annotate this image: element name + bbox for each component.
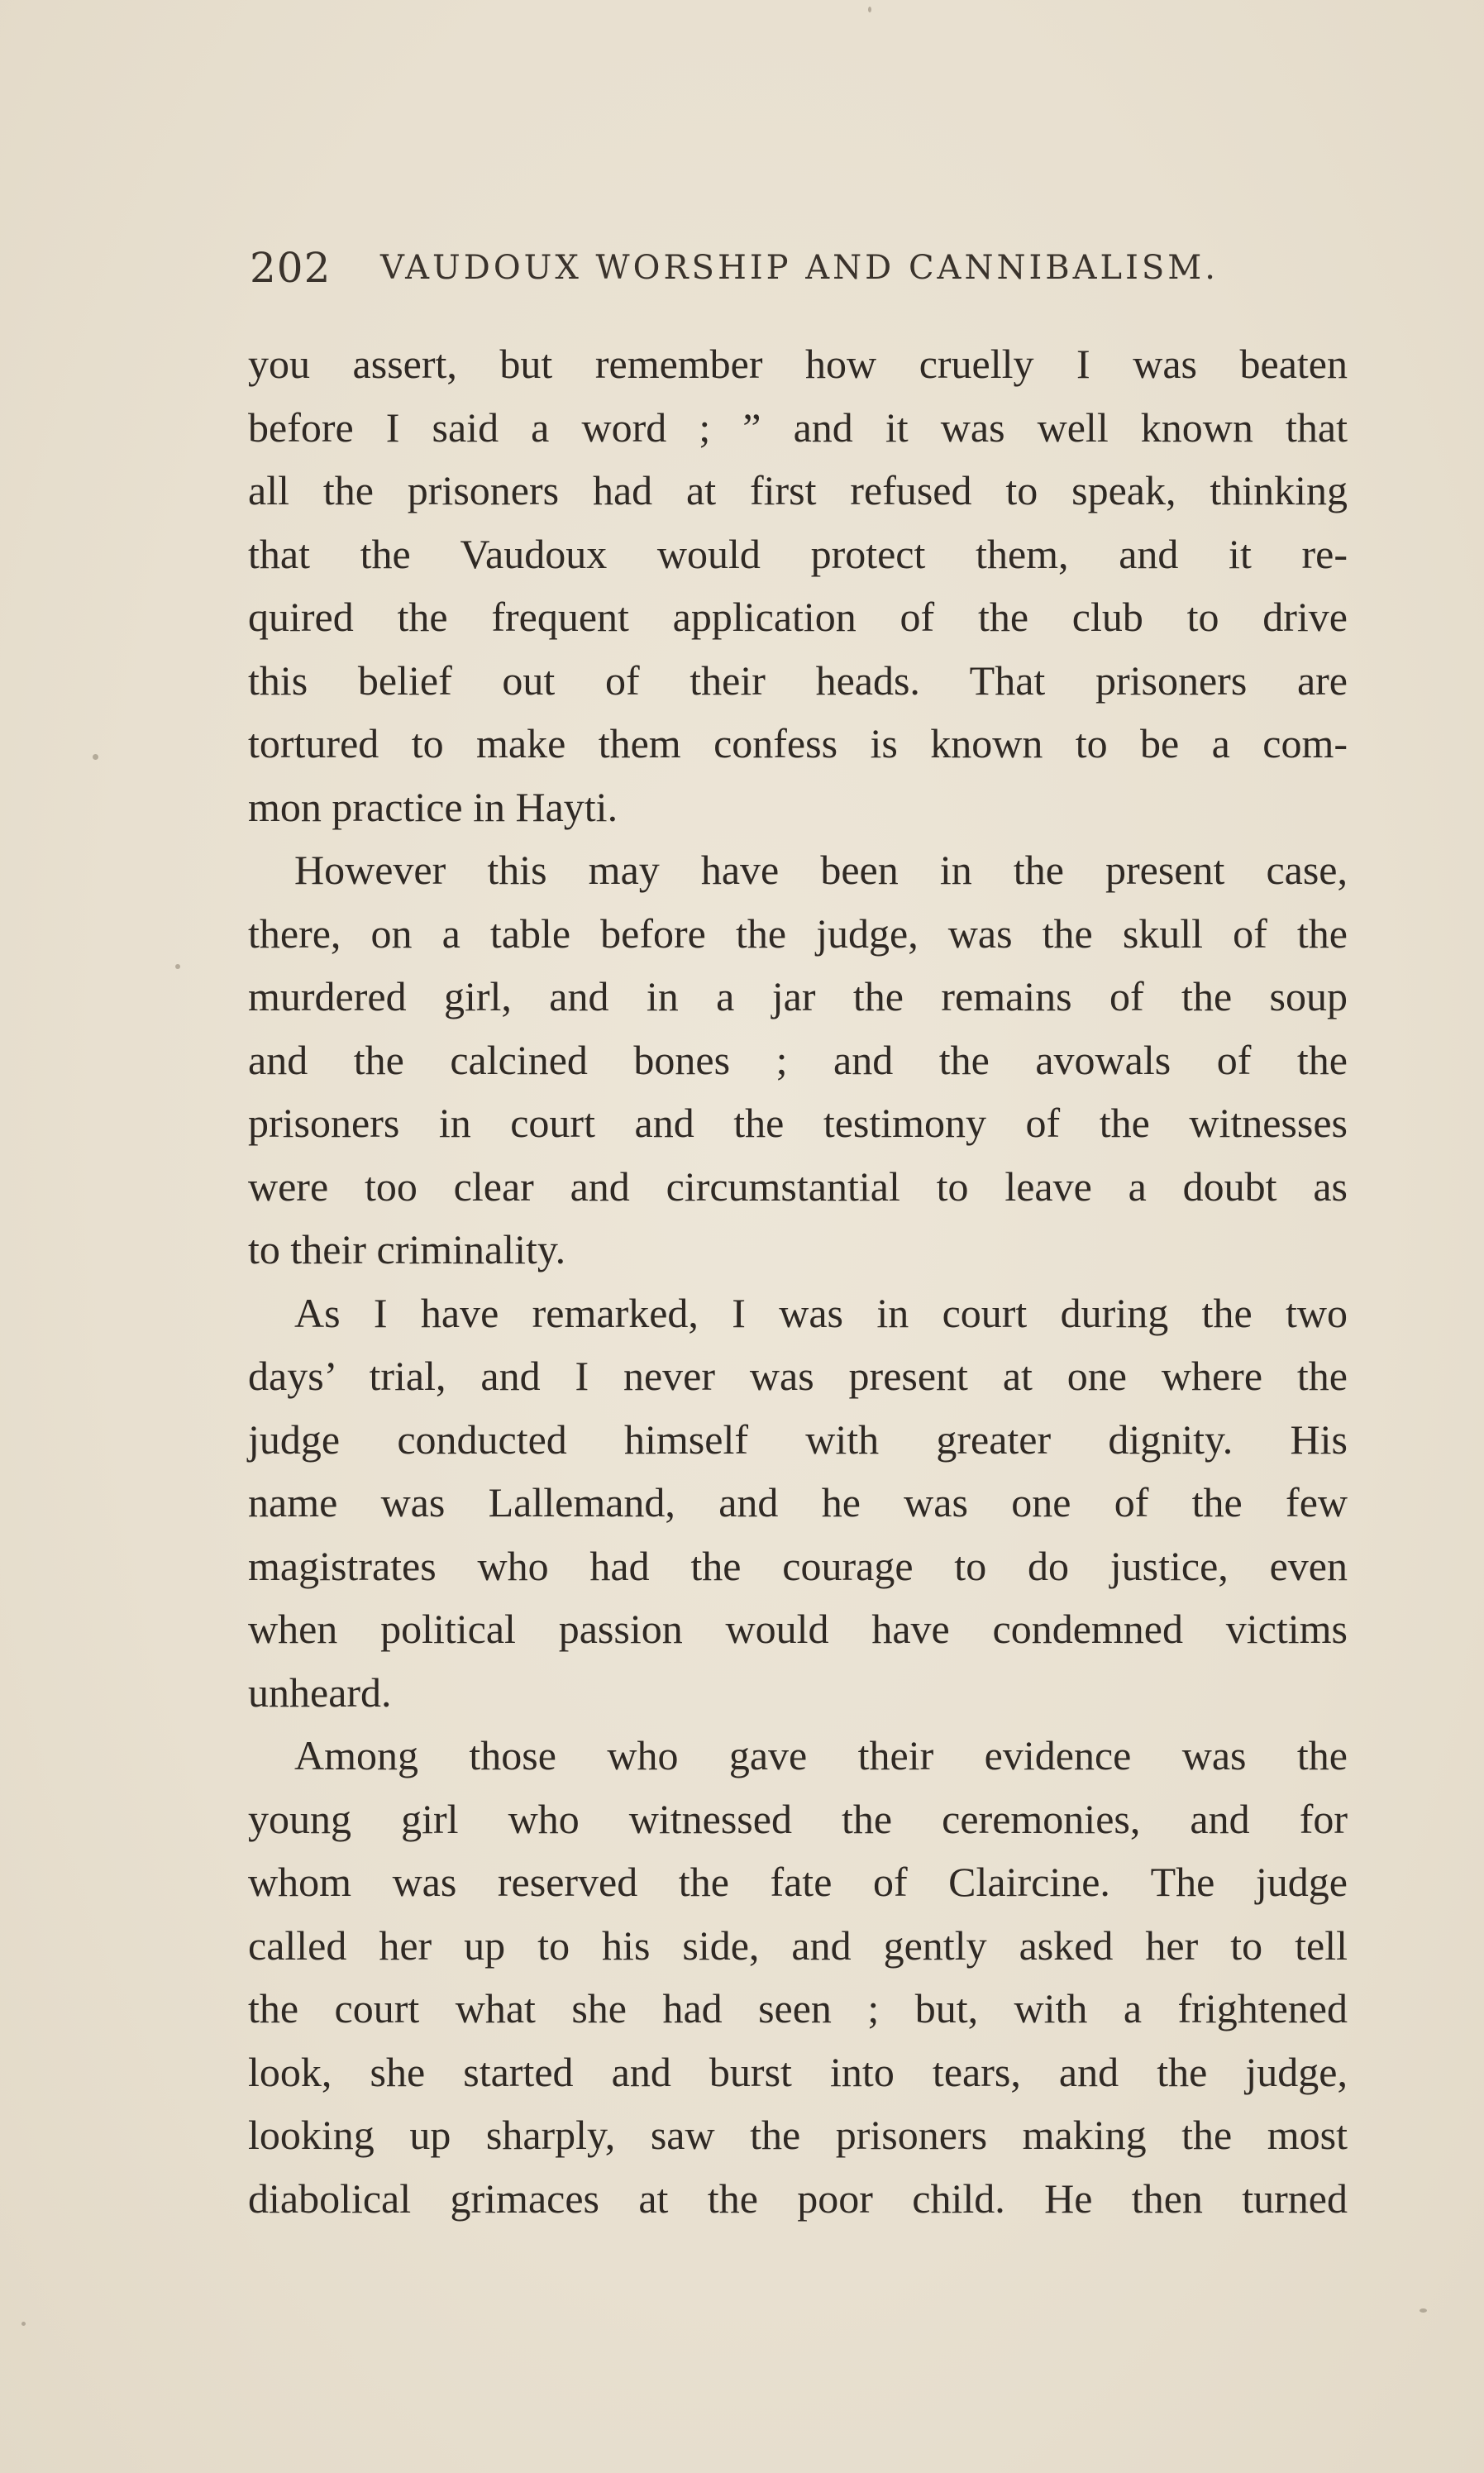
text-line: you assert, but remember how cruelly I was beaten <box>248 341 1348 387</box>
text-line: there, on a table before the judge, was the skull of the <box>248 909 1348 957</box>
chapter-title: VAUDOUX WORSHIP AND CANNIBALISM. <box>380 249 1219 287</box>
text-line: look, she started and burst into tears, and the judge, <box>248 2048 1348 2095</box>
text-line: quired the frequent application of the club to drive <box>248 594 1348 640</box>
text-line: Among those who gave their evidence was the <box>294 1732 1348 1778</box>
paper-speck <box>175 964 180 969</box>
text-line: judge conducted himself with greater dignity. His <box>248 1416 1348 1463</box>
text-line: unheard. <box>248 1669 392 1716</box>
text-line: days’ trial, and I never was present at one where the <box>248 1353 1348 1399</box>
text-line: looking up sharply, saw the prisoners making the most <box>248 2112 1348 2158</box>
text-line: that the Vaudoux would protect them, and it re- <box>248 530 1348 577</box>
text-line: when political passion would have condemned victims <box>248 1606 1348 1652</box>
text-line: name was Lallemand, and he was one of the few <box>248 1479 1348 1525</box>
text-line: tortured to make them confess is known to be a com- <box>248 720 1348 766</box>
text-line: and the calcined bones ; and the avowals of the <box>248 1036 1348 1083</box>
paper-speck <box>1420 2308 1427 2313</box>
text-line: called her up to his side, and gently asked her to tell <box>248 1922 1348 1969</box>
running-head <box>250 244 1242 310</box>
text-line: magistrates who had the courage to do justice, even <box>248 1542 1348 1589</box>
text-line: all the prisoners had at first refused to speak, thinking <box>248 467 1348 513</box>
text-line: prisoners in court and the testimony of the witnesses <box>248 1100 1348 1146</box>
text-line: As I have remarked, I was in court during the two <box>294 1289 1348 1336</box>
text-line: mon practice in Hayti. <box>248 783 618 830</box>
text-line: to their criminality. <box>248 1226 566 1272</box>
paper-speck <box>21 2322 26 2326</box>
page-number: 202 <box>250 244 332 292</box>
text-line: this belief out of their heads. That prisoners are <box>248 656 1348 704</box>
body-text <box>248 332 1348 2230</box>
text-line: were too clear and circumstantial to leave a doubt as <box>248 1163 1348 1210</box>
text-line: the court what she had seen ; but, with a frightened <box>248 1985 1348 2031</box>
paper-speck <box>868 7 871 12</box>
paper-speck <box>93 754 98 760</box>
text-line: diabolical grimaces at the poor child. He then turned <box>248 2175 1348 2222</box>
text-line: before I said a word ; ” and it was well known that <box>248 403 1348 451</box>
text-line: whom was reserved the fate of Claircine. The judge <box>248 1859 1348 1905</box>
text-line: However this may have been in the present case, <box>294 847 1348 893</box>
text-line: murdered girl, and in a jar the remains of the soup <box>248 973 1348 1019</box>
text-line: young girl who witnessed the ceremonies, and for <box>248 1795 1348 1842</box>
